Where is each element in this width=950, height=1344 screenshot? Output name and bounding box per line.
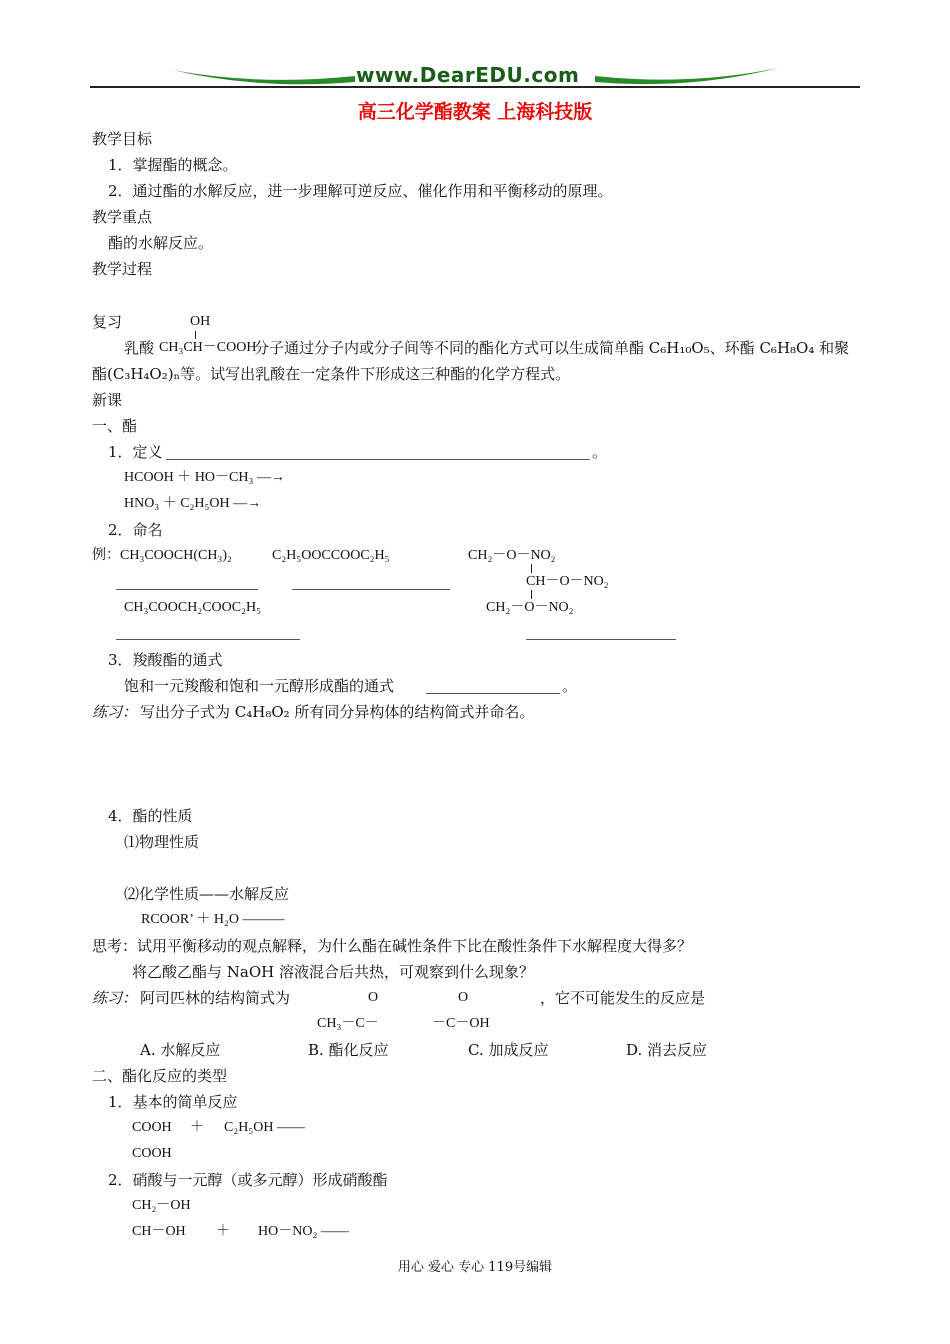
hydrolysis-equation: RCOOR’ ＋ H₂O ——— (141, 912, 285, 927)
naming-example-2: C₂H₅OOCCOOC₂H₅ (272, 548, 390, 563)
aspirin-structure-left: CH₃－C－ (317, 1016, 379, 1031)
nitrate-line-1: CH₂－O－NO₂ (468, 548, 556, 563)
definition-blank[interactable] (166, 459, 590, 460)
equation-1: HCOOH ＋ HO－CH₃ —→ (124, 470, 285, 485)
properties-label: 4．酯的性质 (108, 807, 193, 825)
ethanol-reactant: C₂H₅OH —— (224, 1120, 305, 1135)
heading-review: 复习 (92, 313, 123, 331)
section-ester: 一、酯 (92, 417, 138, 435)
lactic-bond-line (195, 331, 196, 339)
plus-sign-2: ＋ (216, 1224, 230, 1239)
oxalic-cooh-1: COOH (132, 1120, 172, 1135)
goal-item-2: 2．通过酯的水解反应，进一步理解可逆反应、催化作用和平衡移动的原理。 (108, 182, 613, 200)
formula-end: 。 (562, 677, 578, 695)
lactic-oh-label: OH (190, 314, 211, 329)
naming-blank-2[interactable] (292, 589, 450, 590)
definition-end: 。 (592, 443, 608, 461)
review-text-a: 乳酸 (124, 339, 155, 357)
exercise-text-2: 阿司匹林的结构简式为 (140, 989, 291, 1007)
glycerol-line-2: CH－OH (132, 1224, 186, 1239)
oxalic-cooh-2: COOH (132, 1146, 172, 1161)
aspirin-o-1: O (368, 990, 379, 1005)
nitrate-ester-label: 2．硝酸与一元醇（或多元醇）形成硝酸酯 (108, 1171, 388, 1189)
page-footer: 用心 爱心 专心 119号编辑 (397, 1260, 553, 1275)
chemical-properties: ⑵化学性质——水解反应 (124, 885, 290, 903)
naming-label: 2．命名 (108, 521, 163, 539)
nitric-acid-reactant: HO－NO₂ —— (258, 1224, 349, 1239)
formula-blank[interactable] (426, 693, 560, 694)
option-a: A. 水解反应 (140, 1041, 221, 1059)
physical-properties: ⑴物理性质 (124, 833, 200, 851)
goal-item-1: 1．掌握酯的概念。 (108, 156, 238, 174)
equation-2: HNO₃ ＋ C₂H₅OH —→ (124, 496, 262, 511)
think-question-2: 将乙酸乙酯与 NaOH 溶液混合后共热，可观察到什么现象？ (132, 963, 534, 981)
naming-example-1: 例：CH₃COOCH(CH₃)₂ (92, 548, 232, 563)
exercise-label-2: 练习： (92, 989, 138, 1007)
option-b: B. 酯化反应 (308, 1041, 389, 1059)
basic-reaction-label: 1．基本的简单反应 (108, 1093, 238, 1111)
review-text-b: 分子通过分子内或分子间等不同的酯化方式可以生成简单酯 C₆H₁₀O₅、环酯 C₆H₈O₄ 和聚 (254, 339, 850, 357)
nitrate-line-2: CH－O－NO₂ (526, 574, 609, 589)
aspirin-structure-right: －C－OH (432, 1016, 490, 1031)
naming-blank-1[interactable] (116, 589, 258, 590)
aspirin-o-2: O (458, 990, 469, 1005)
naming-blank-3[interactable] (116, 639, 300, 640)
formula-text: 饱和一元羧酸和饱和一元醇形成酯的通式 (124, 677, 395, 695)
heading-goals: 教学目标 (92, 130, 153, 148)
page-title: 高三化学酯教案 上海科技版 (357, 101, 593, 123)
glycerol-line-1: CH₂－OH (132, 1198, 191, 1213)
exercise-text-1: 写出分子式为 C₄H₈O₂ 所有同分异构体的结构简式并命名。 (140, 703, 535, 721)
option-c: C. 加成反应 (468, 1041, 549, 1059)
nitrate-bond-2 (531, 590, 532, 599)
heading-new-lesson: 新课 (92, 391, 123, 409)
header-rule (90, 86, 860, 88)
naming-blank-4[interactable] (526, 639, 676, 640)
exercise-label-1: 练习： (92, 703, 138, 721)
definition-label: 1．定义 (108, 443, 163, 461)
lactic-formula: CH₃CH－COOH (159, 340, 257, 355)
nitrate-line-3: CH₂－O－NO₂ (486, 600, 574, 615)
naming-example-3: CH₃COOCH₂COOC₂H₅ (124, 600, 261, 615)
plus-sign-1: ＋ (190, 1120, 204, 1135)
nitrate-bond-1 (531, 564, 532, 573)
heading-process: 教学过程 (92, 260, 153, 278)
review-text-c: 酯(C₃H₄O₂)ₙ等。试写出乳酸在一定条件下形成这三种酯的化学方程式。 (92, 365, 571, 383)
exercise-question-2: ，它不可能发生的反应是 (540, 989, 706, 1007)
logo-text: www.DearEDU.com (356, 63, 580, 87)
formula-label: 3．羧酸酯的通式 (108, 651, 223, 669)
option-d: D. 消去反应 (626, 1041, 708, 1059)
heading-focus: 教学重点 (92, 208, 153, 226)
focus-text: 酯的水解反应。 (108, 234, 214, 252)
think-question-1: 思考：试用平衡移动的观点解释，为什么酯在碱性条件下比在酸性条件下水解程度大得多？ (92, 937, 693, 955)
section-esterification: 二、酯化反应的类型 (92, 1067, 228, 1085)
